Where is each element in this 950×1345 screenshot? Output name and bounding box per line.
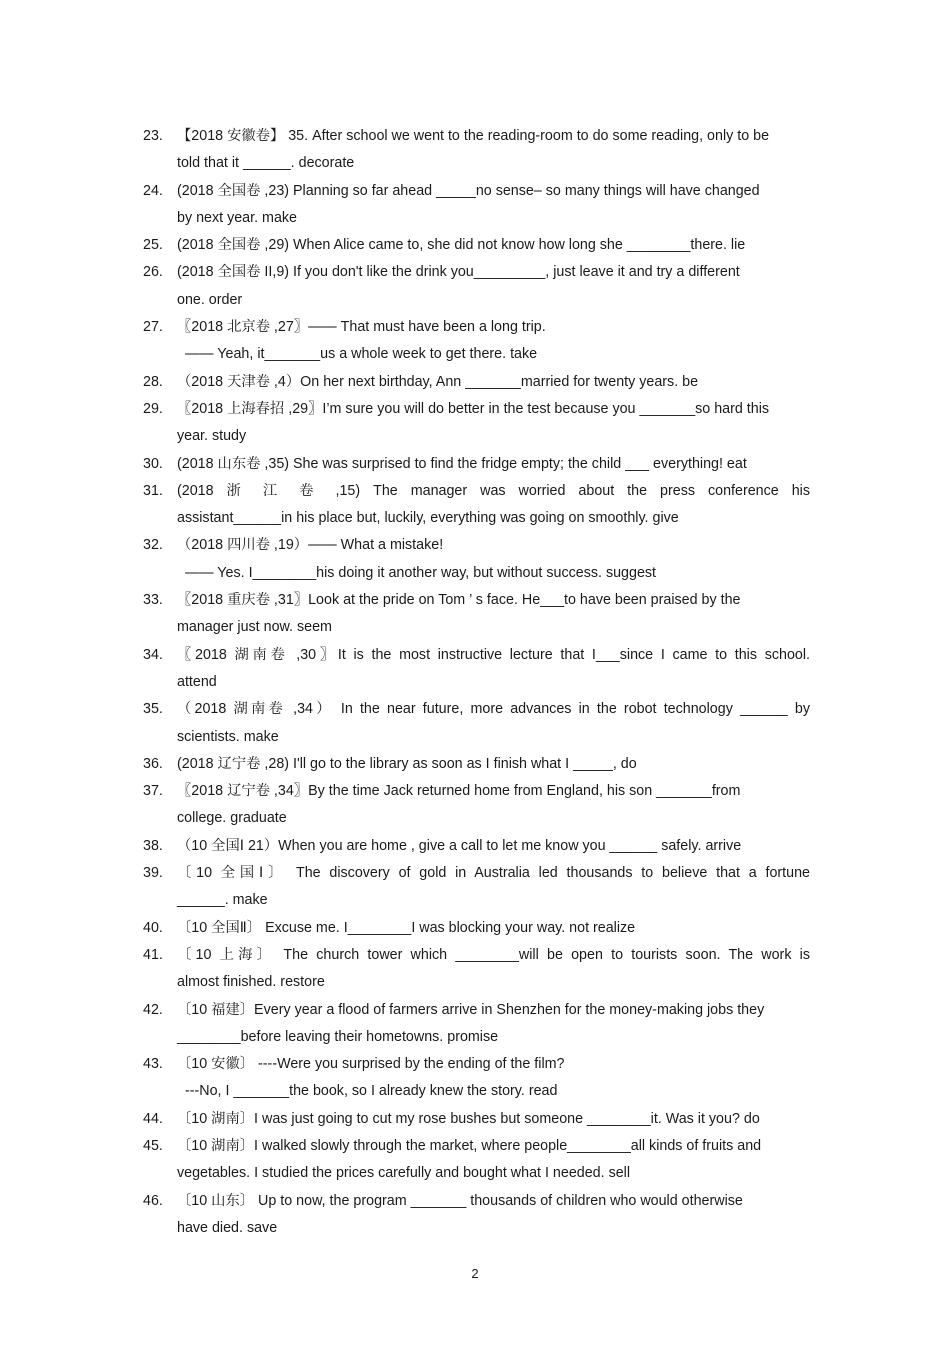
question-item bbox=[140, 997, 810, 1052]
question-text-continued: told that it ______. decorate bbox=[177, 155, 355, 172]
question-text: 〔10 湖南〕I was just going to cut my rose bushes but someone ________it. Was it you? do bbox=[177, 1110, 760, 1127]
question-text: (2018 全国卷 ,29) When Alice came to, she did not know how long she ________there. lie bbox=[177, 237, 746, 254]
question-text-continued: —— Yeah, it_______us a whole week to get there. take bbox=[185, 346, 538, 363]
question-item bbox=[140, 778, 810, 833]
question-text: 〖2018 湖南卷 ,30〗It is the most instructive lecture that I___since I came to this school. bbox=[177, 646, 810, 663]
question-number: 25. bbox=[143, 237, 163, 254]
question-text: （2018 天津卷 ,4）On her next birthday, Ann _______married for twenty years. be bbox=[177, 373, 699, 390]
question-text: （10 全国Ⅰ 21）When you are home , give a call to let me know you ______ safely. arrive bbox=[177, 837, 742, 854]
question-text: 〔10 福建〕Every year a flood of farmers arrive in Shenzhen for the money-making jobs they bbox=[177, 1001, 765, 1018]
question-text-continued: almost finished. restore bbox=[177, 974, 325, 991]
question-text: (2018 全国卷 ,23) Planning so far ahead _____no sense– so many things will have changed bbox=[177, 182, 760, 199]
question-item bbox=[140, 1133, 810, 1188]
question-number: 24. bbox=[143, 182, 163, 199]
question-list bbox=[140, 123, 810, 1242]
question-item bbox=[140, 942, 810, 997]
question-item bbox=[140, 259, 810, 314]
question-number: 33. bbox=[143, 592, 163, 609]
question-text: (2018 全国卷 II,9) If you don't like the drink you_________, just leave it and try a different bbox=[177, 264, 740, 281]
question-number: 43. bbox=[143, 1056, 163, 1073]
question-item bbox=[140, 587, 810, 642]
question-item bbox=[140, 696, 810, 751]
question-text: 〔10 安徽〕 ----Were you surprised by the ending of the film? bbox=[177, 1056, 565, 1073]
question-text: 〖2018 上海春招 ,29〗I’m sure you will do better in the test because you _______so hard this bbox=[177, 400, 770, 417]
question-text-continued: manager just now. seem bbox=[177, 619, 332, 636]
question-number: 38. bbox=[143, 837, 163, 854]
question-text-continued: year. study bbox=[177, 428, 247, 445]
question-text-continued: college. graduate bbox=[177, 810, 287, 827]
question-number: 30. bbox=[143, 455, 163, 472]
question-text-continued: attend bbox=[177, 673, 217, 690]
question-text: 〔10 湖南〕I walked slowly through the market, where people________all kinds of fruits and bbox=[177, 1137, 762, 1154]
question-item bbox=[140, 369, 810, 396]
question-number: 44. bbox=[143, 1110, 163, 1127]
question-number: 40. bbox=[143, 919, 163, 936]
question-number: 23. bbox=[143, 128, 163, 144]
question-number: 31. bbox=[143, 482, 163, 499]
question-number: 46. bbox=[143, 1192, 163, 1209]
question-text-continued: ______. make bbox=[177, 892, 268, 909]
question-text: 〔10 上海〕 The church tower which ________will be open to tourists soon. The work is bbox=[177, 946, 810, 963]
question-number: 32. bbox=[143, 537, 163, 554]
question-text-continued: have died. save bbox=[177, 1219, 278, 1236]
question-item bbox=[140, 532, 810, 587]
question-number: 39. bbox=[143, 865, 163, 882]
question-number: 37. bbox=[143, 783, 163, 800]
question-text: (2018 山东卷 ,35) She was surprised to find the fridge empty; the child ___ everything! eat bbox=[177, 455, 747, 472]
question-item bbox=[140, 915, 810, 942]
question-text: （2018 湖南卷 ,34） In the near future, more advances in the robot technology ______ by bbox=[177, 701, 810, 718]
question-number: 36. bbox=[143, 755, 163, 772]
question-number: 35. bbox=[143, 701, 163, 718]
question-item bbox=[140, 642, 810, 697]
question-text-continued: ---No, I _______the book, so I already knew the story. read bbox=[185, 1083, 558, 1100]
question-text-continued: ________before leaving their hometowns. promise bbox=[177, 1028, 499, 1045]
question-text: 〔10 山东〕 Up to now, the program _______ thousands of children who would otherwise bbox=[177, 1192, 743, 1209]
question-item bbox=[140, 232, 810, 259]
question-text: (2018 浙 江 卷 ,15) The manager was worried about the press conference his bbox=[177, 482, 810, 499]
question-text: 〖2018 辽宁卷 ,34〗By the time Jack returned home from England, his son _______from bbox=[177, 783, 741, 800]
question-item bbox=[140, 451, 810, 478]
question-number: 26. bbox=[143, 264, 163, 281]
question-item bbox=[140, 1051, 810, 1106]
question-text-continued: scientists. make bbox=[177, 728, 279, 745]
question-text: 〔10 全国Ⅱ〕 Excuse me. I________I was blocking your way. not realize bbox=[177, 919, 636, 936]
question-text-continued: vegetables. I studied the prices carefully and bought what I needed. sell bbox=[177, 1165, 631, 1182]
question-number: 45. bbox=[143, 1137, 163, 1154]
question-text: 〖2018 重庆卷 ,31〗Look at the pride on Tom ’ s face. He___to have been praised by the bbox=[177, 592, 741, 609]
question-item bbox=[140, 478, 810, 533]
question-text: （2018 四川卷 ,19）—— What a mistake! bbox=[177, 537, 444, 554]
question-item bbox=[140, 860, 810, 915]
page-number: 2 bbox=[471, 1266, 479, 1281]
question-text-continued: one. order bbox=[177, 291, 243, 308]
question-text-continued: by next year. make bbox=[177, 209, 297, 226]
question-number: 41. bbox=[143, 946, 163, 963]
question-item bbox=[140, 123, 810, 178]
question-number: 34. bbox=[143, 646, 163, 663]
question-item bbox=[140, 396, 810, 451]
question-item bbox=[140, 178, 810, 233]
question-item bbox=[140, 1188, 810, 1243]
question-text: (2018 辽宁卷 ,28) I'll go to the library as soon as I finish what I _____, do bbox=[177, 755, 637, 772]
question-number: 42. bbox=[143, 1001, 163, 1018]
question-item bbox=[140, 751, 810, 778]
question-item bbox=[140, 833, 810, 860]
question-number: 29. bbox=[143, 400, 163, 417]
question-text: 〖2018 北京卷 ,27〗—— That must have been a long trip. bbox=[177, 319, 546, 336]
question-item bbox=[140, 1106, 810, 1133]
question-number: 27. bbox=[143, 319, 163, 336]
question-text: 【2018 安徽卷】 35. After school we went to the reading-room to do some reading, only to be bbox=[177, 128, 770, 144]
question-text-continued: assistant______in his place but, luckily, everything was going on smoothly. give bbox=[177, 510, 679, 527]
question-text: 〔10 全国Ⅰ〕 The discovery of gold in Australia led thousands to believe that a fortune bbox=[177, 865, 810, 882]
question-number: 28. bbox=[143, 373, 163, 390]
question-item bbox=[140, 314, 810, 369]
question-text-continued: —— Yes. I________his doing it another way, but without success. suggest bbox=[185, 564, 657, 581]
